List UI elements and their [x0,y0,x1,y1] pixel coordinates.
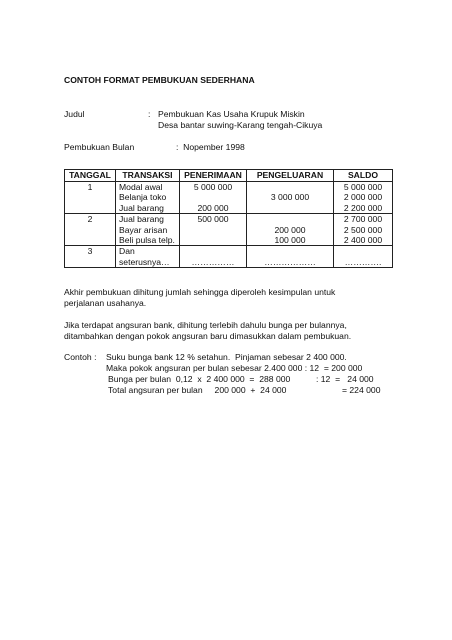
saldo-cell: 5 000 000 2 000 000 2 200 000 [334,182,393,214]
tanggal-cell: 3 [65,246,116,268]
paragraph-2-line-2: ditambahkan dengan pokok angsuran baru dimasukkan dalam pembukuan. [64,331,352,341]
table-header-row [65,170,393,182]
contoh-line-2: Maka pokok angsuran per bulan sebesar 2.400 000 : 12 = 200 000 [106,363,363,373]
contoh-line-3: Bunga per bulan 0,12 x 2 400 000 = 288 000 [108,374,291,384]
contoh-line-4-result: = 224 000 [342,385,381,395]
penerimaan-cell: …………… [180,246,247,268]
header-tanggal: TANGGAL [65,170,116,182]
paragraph-2-line-1: Jika terdapat angsuran bank, dihitung terlebih dahulu bunga per bulannya, [64,320,347,330]
saldo-cell: 2 700 000 2 500 000 2 400 000 [334,214,393,246]
penerimaan-cell: 500 000 [180,214,247,246]
pengeluaran-cell: ……………… [247,246,334,268]
table-row [65,246,393,268]
judul-label: Judul [64,109,85,119]
transaksi-cell: Jual barang Bayar arisan Beli pulsa telp. [116,214,180,246]
bookkeeping-table [64,169,393,268]
tanggal-cell: 2 [65,214,116,246]
table-row [65,182,393,214]
contoh-line-3-result: : 12 = 24 000 [316,374,374,384]
paragraph-1-line-2: perjalanan usahanya. [64,298,147,308]
tanggal-cell: 1 [65,182,116,214]
judul-line-2: Desa bantar suwing-Karang tengah-Cikuya [158,120,323,130]
judul-line-1: Pembukuan Kas Usaha Krupuk Miskin [158,109,305,119]
pengeluaran-cell: 200 000 100 000 [247,214,334,246]
transaksi-cell: Dan seterusnya… [116,246,180,268]
header-transaksi: TRANSAKSI [116,170,180,182]
transaksi-cell: Modal awal Belanja toko Jual barang [116,182,180,214]
pengeluaran-cell: 3 000 000 [247,182,334,214]
header-pengeluaran: PENGELUARAN [247,170,334,182]
table-row [65,214,393,246]
header-saldo: SALDO [334,170,393,182]
contoh-label: Contoh : [64,352,97,362]
penerimaan-cell: 5 000 000 200 000 [180,182,247,214]
contoh-line-1: Suku bunga bank 12 % setahun. Pinjaman sebesar 2 400 000. [106,352,347,362]
judul-colon: : [148,109,151,119]
bulan-value: : Nopember 1998 [176,142,245,152]
saldo-cell: …………. [334,246,393,268]
bulan-label: Pembukuan Bulan [64,142,135,152]
paragraph-1-line-1: Akhir pembukuan dihitung jumlah sehingga diperoleh kesimpulan untuk [64,287,336,297]
header-penerimaan: PENERIMAAN [180,170,247,182]
document-title: CONTOH FORMAT PEMBUKUAN SEDERHANA [64,75,255,85]
contoh-line-4: Total angsuran per bulan 200 000 + 24 000 [108,385,287,395]
